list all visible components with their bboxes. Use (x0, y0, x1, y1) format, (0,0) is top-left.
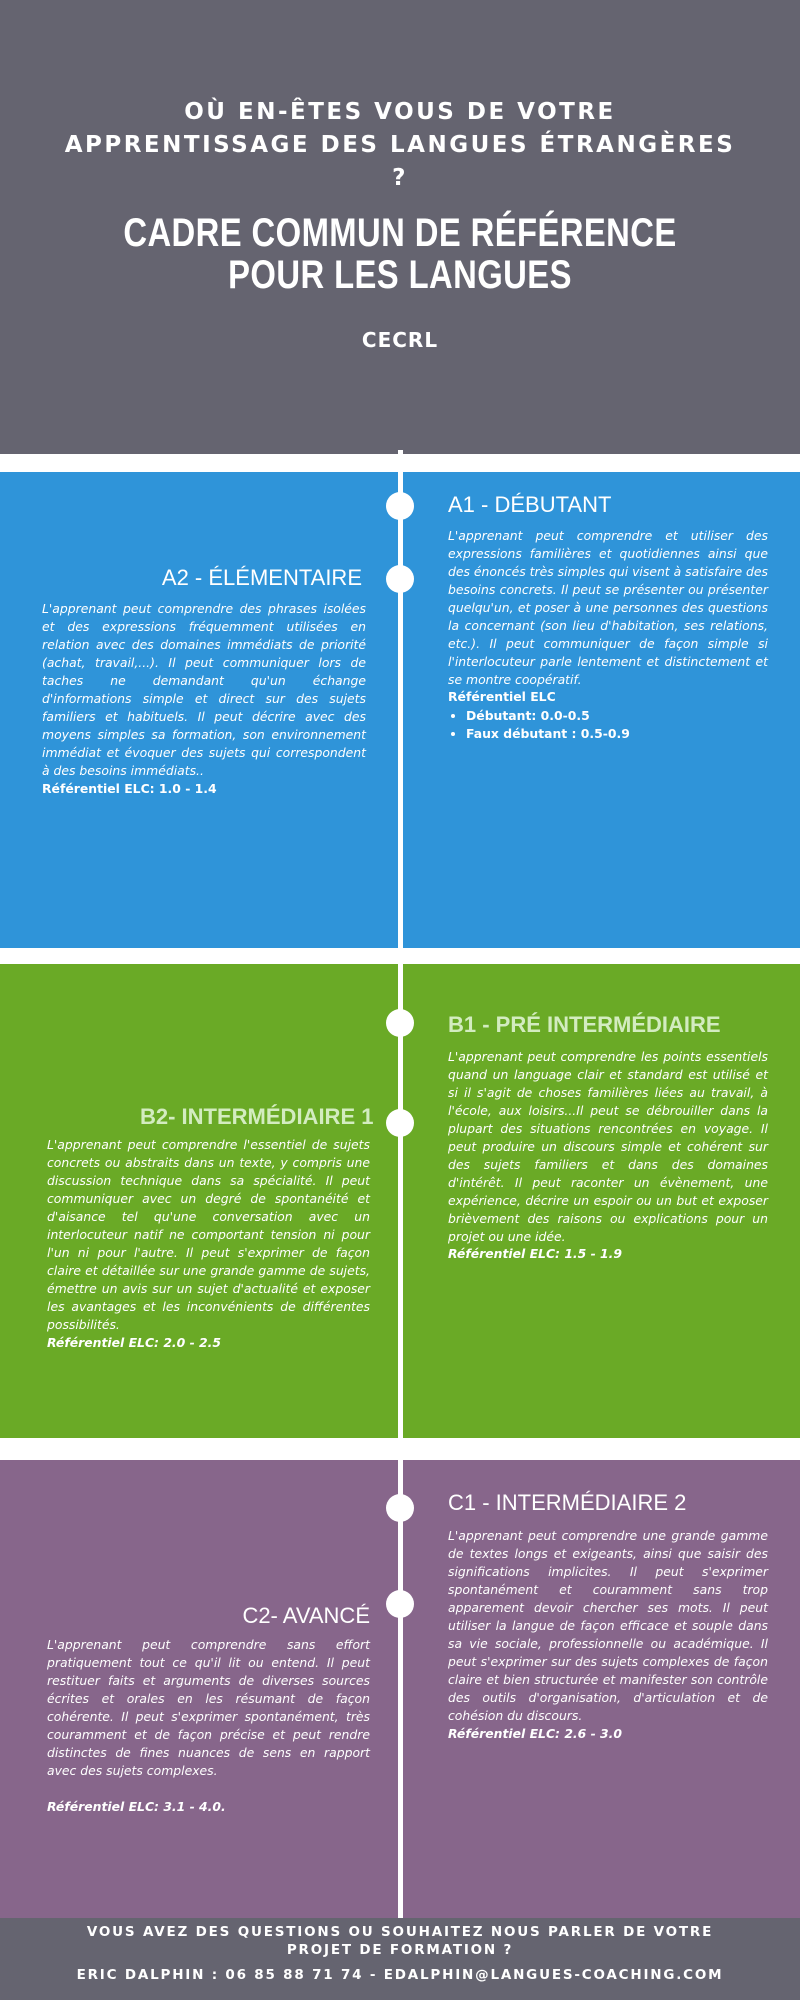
timeline-line (398, 450, 403, 1918)
timeline-dot-c2 (386, 1590, 414, 1618)
timeline-dot-a1 (386, 492, 414, 520)
level-c2-description: L'apprenant peut comprendre sans effort pratiquement tout ce qu'il lit ou entend. Il peut restituer faits et arguments de diverses sources écrites et orales en les résumant de façon cohérente. Il peut s'exprimer spontanément, très couramment et de façon précise et peut rendre distinctes de fines nuances de sens en rapport avec des sujets complexes. (47, 1637, 370, 1778)
page-title: CADRE COMMUN DE RÉFÉRENCE POUR LES LANGUES (123, 211, 677, 297)
level-b2-ref: Référentiel ELC: 2.0 - 2.5 (47, 1335, 221, 1350)
level-a1-description: L'apprenant peut comprendre et utiliser des expressions familières et quotidiennes ainsi que des énoncés très simples qui visent à satisfaire des besoins concrets. Il peut se présenter ou présenter quelqu'un, et poser à une personnes des questions la concernant (son lieu d'habitation, ses relations, etc.). Il peut communiquer de façon simple si l'interlocuteur parle lentement et distinctement et se montre coopératif. (448, 528, 768, 687)
level-c1-description: L'apprenant peut comprendre une grande gamme de textes longs et exigeants, ainsi que saisir des significations implicites. Il peut s'exprimer spontanément et couramment sans trop apparement devoir chercher ses mots. Il peut utiliser la langue de façon efficace et souple dans sa vie sociale, professionnelle ou académique. Il peut s'exprimer sur des sujets complexes de façon claire et bien structurée et manifester son contrôle des outils d'organisation, d'articulation et de cohésion du discours. (448, 1528, 768, 1723)
timeline-dot-c1 (386, 1494, 414, 1522)
footer-question: VOUS AVEZ DES QUESTIONS OU SOUHAITEZ NOUS PARLER DE VOTRE PROJET DE FORMATION ? (86, 1924, 714, 1958)
level-b1-heading: B1 - PRÉ INTERMÉDIAIRE (448, 1012, 721, 1037)
level-c2-heading: C2- AVANCÉ (242, 1603, 370, 1628)
level-b1-ref: Référentiel ELC: 1.5 - 1.9 (448, 1246, 622, 1261)
level-a2-heading: A2 - ÉLÉMENTAIRE (161, 565, 362, 590)
timeline-dot-a2 (386, 565, 414, 593)
level-a1-ref-item: • Faux débutant : 0.5-0.9 (466, 725, 630, 743)
level-b1-description: L'apprenant peut comprendre les points essentiels quand un language clair et standard est utilisé et si il s'agit de choses familières liées au travail, à l'école, aux loisirs...Il peut se débrouiller dans la plupart des situations rencontrées en voyage. Il peut produire un discours simple et cohérent sur des sujets familiers et dans des domaines d'intérêt. Il peut raconter un évènement, une expérience, décrire un espoir ou un but et exposer brièvement des raisons ou explications pour un projet ou une idée. (448, 1049, 768, 1244)
level-a1-heading: A1 - DÉBUTANT (448, 492, 612, 517)
level-c2-ref: Référentiel ELC: 3.1 - 4.0. (47, 1799, 226, 1814)
level-a1-ref-item: • Débutant: 0.0-0.5 (466, 707, 630, 725)
footer-banner (0, 1918, 800, 2000)
level-b2-heading: B2- INTERMÉDIAIRE 1 (140, 1104, 374, 1129)
header-abbreviation: CECRL (361, 328, 439, 352)
header-banner (0, 0, 800, 454)
level-a1-ref-list (448, 707, 630, 743)
timeline-dot-b2 (386, 1109, 414, 1137)
level-a2-description: L'apprenant peut comprendre des phrases isolées et des expressions fréquemment utilisées en relation avec des domaines immédiats de priorité (achat, travail,...). Il peut communiquer lors de taches ne demandant qu'un échange d'informations simple et direct sur des sujets familiers et habituels. Il peut décrire avec des moyens simples sa formation, son environnement immédiat et évoquer des sujets qui correspondent à des besoins immédiats.. (42, 601, 366, 778)
level-a2-ref: Référentiel ELC: 1.0 - 1.4 (42, 781, 217, 796)
level-a1-ref-title: Référentiel ELC (448, 689, 556, 704)
level-c1-ref: Référentiel ELC: 2.6 - 3.0 (448, 1726, 622, 1741)
footer-contact[interactable]: ERIC DALPHIN : 06 85 88 71 74 - EDALPHIN@LANGUES-COACHING.COM (76, 1967, 724, 1983)
header-subtitle: OÙ EN-ÊTES VOUS DE VOTRE APPRENTISSAGE DES LANGUES ÉTRANGÈRES ? (64, 99, 736, 191)
level-c1-heading: C1 - INTERMÉDIAIRE 2 (448, 1490, 687, 1515)
timeline-dot-b1 (386, 1009, 414, 1037)
level-b2-description: L'apprenant peut comprendre l'essentiel de sujets concrets ou abstraits dans un texte, y compris une discussion technique dans sa spécialité. Il peut communiquer avec un degré de spontanéité et d'aisance tel qu'une conversation avec un interlocuteur natif ne comportant tension ni pour l'un ni pour l'autre. Il peut s'exprimer de façon claire et détaillée sur une grande gamme de sujets, émettre un avis sur un sujet d'actualité et exposer les avantages et les inconvénients de différentes possibilités. (47, 1137, 370, 1332)
